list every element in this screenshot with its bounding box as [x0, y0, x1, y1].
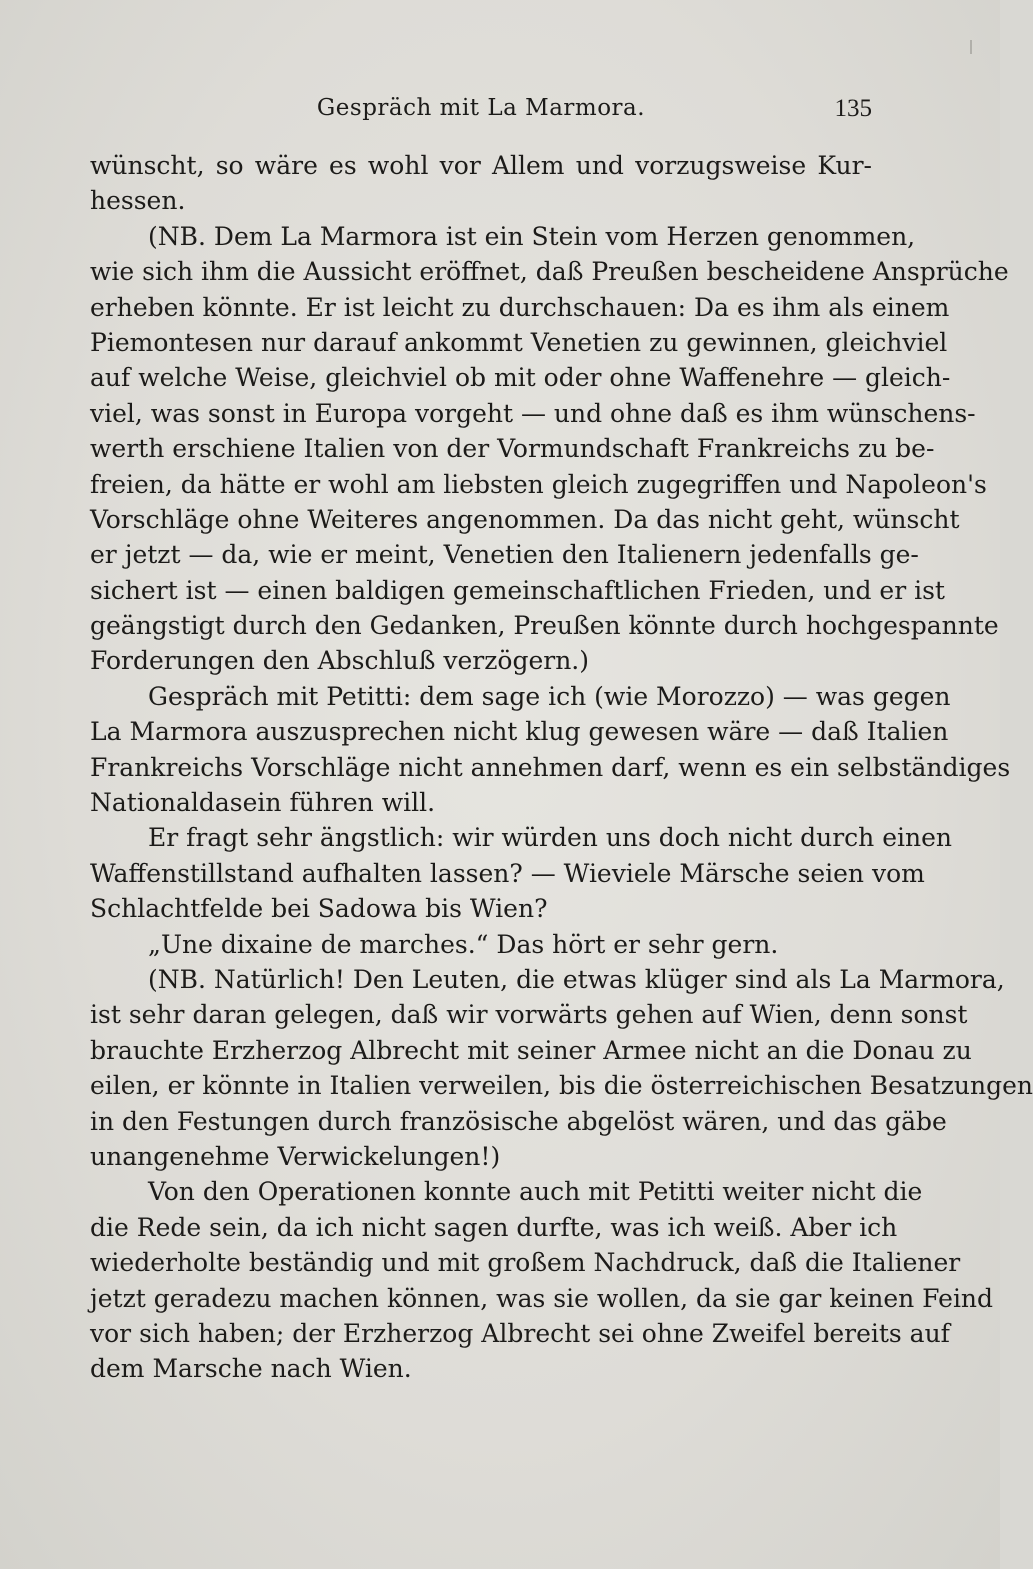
- text-line: wünscht, so wäre es wohl vor Allem und vorzugsweise Kur-: [90, 151, 872, 180]
- text-line: auf welche Weise, gleichviel ob mit oder ohne Waffenehre — gleich-: [90, 363, 951, 393]
- text-line: erheben könnte. Er ist leicht zu durchschauen: Da es ihm als einem: [90, 292, 950, 322]
- text-line: Gespräch mit Petitti: dem sage ich (wie Morozzo) — was gegen: [148, 681, 951, 711]
- text-line: freien, da hätte er wohl am liebsten gleich zugegriffen und Napoleon's: [90, 469, 987, 499]
- text-line: in den Festungen durch französische abgelöst wären, und das gäbe: [90, 1106, 947, 1136]
- text-line: Von den Operationen konnte auch mit Petitti weiter nicht die: [148, 1177, 923, 1207]
- text-line: sichert ist — einen baldigen gemeinschaftlichen Frieden, und er ist: [90, 575, 945, 605]
- text-line: Schlachtfelde bei Sadowa bis Wien?: [90, 894, 548, 924]
- text-line: geängstigt durch den Gedanken, Preußen könnte durch hochgespannte: [90, 611, 999, 641]
- text-line: wiederholte beständig und mit großem Nachdruck, daß die Italiener: [90, 1248, 961, 1278]
- text-line: „Une dixaine de marches.“ Das hört er sehr gern.: [148, 929, 779, 959]
- text-line: vor sich haben; der Erzherzog Albrecht sei ohne Zweifel bereits auf: [90, 1318, 950, 1348]
- running-head: [90, 95, 872, 131]
- body-text: [90, 148, 1033, 1387]
- text-line: Waffenstillstand aufhalten lassen? — Wieviele Märsche seien vom: [90, 858, 925, 888]
- text-line: unangenehme Verwickelungen!): [90, 1141, 501, 1171]
- scan-speck: [970, 40, 972, 54]
- text-line: Forderungen den Abschluß verzögern.): [90, 646, 589, 676]
- text-line: Piemontesen nur darauf ankommt Venetien zu gewinnen, gleichviel: [90, 327, 948, 357]
- running-title: Gespräch mit La Marmora.: [316, 95, 646, 121]
- text-line: ist sehr daran gelegen, daß wir vorwärts gehen auf Wien, denn sonst: [90, 1000, 968, 1030]
- text-line: jetzt geradezu machen können, was sie wollen, da sie gar keinen Feind: [90, 1283, 994, 1313]
- text-line: (NB. Dem La Marmora ist ein Stein vom Herzen genommen,: [148, 221, 916, 251]
- text-line: eilen, er könnte in Italien verweilen, bis die österreichischen Besatzungen: [90, 1071, 1033, 1101]
- text-line: viel, was sonst in Europa vorgeht — und ohne daß es ihm wünschens-: [90, 398, 976, 428]
- text-line: er jetzt — da, wie er meint, Venetien den Italienern jedenfalls ge-: [90, 540, 919, 570]
- text-line: brauchte Erzherzog Albrecht mit seiner Armee nicht an die Donau zu: [90, 1035, 972, 1065]
- text-line: dem Marsche nach Wien.: [90, 1354, 412, 1384]
- text-line: werth erschiene Italien von der Vormundschaft Frankreichs zu be-: [90, 434, 935, 464]
- text-line: (NB. Natürlich! Den Leuten, die etwas klüger sind als La Marmora,: [148, 964, 1005, 994]
- page-number: 135: [834, 95, 872, 122]
- text-line: Er fragt sehr ängstlich: wir würden uns doch nicht durch einen: [148, 823, 952, 853]
- text-line: Nationaldasein führen will.: [90, 788, 436, 818]
- text-line: wie sich ihm die Aussicht eröffnet, daß Preußen bescheidene Ansprüche: [90, 257, 1009, 287]
- text-line: Vorschläge ohne Weiteres angenommen. Da das nicht geht, wünscht: [90, 504, 960, 534]
- text-line: Frankreichs Vorschläge nicht annehmen darf, wenn es ein selbständiges: [90, 752, 1011, 782]
- text-line: La Marmora auszusprechen nicht klug gewesen wäre — daß Italien: [90, 717, 949, 747]
- text-line: die Rede sein, da ich nicht sagen durfte, was ich weiß. Aber ich: [90, 1212, 898, 1242]
- text-line: hessen.: [90, 186, 186, 216]
